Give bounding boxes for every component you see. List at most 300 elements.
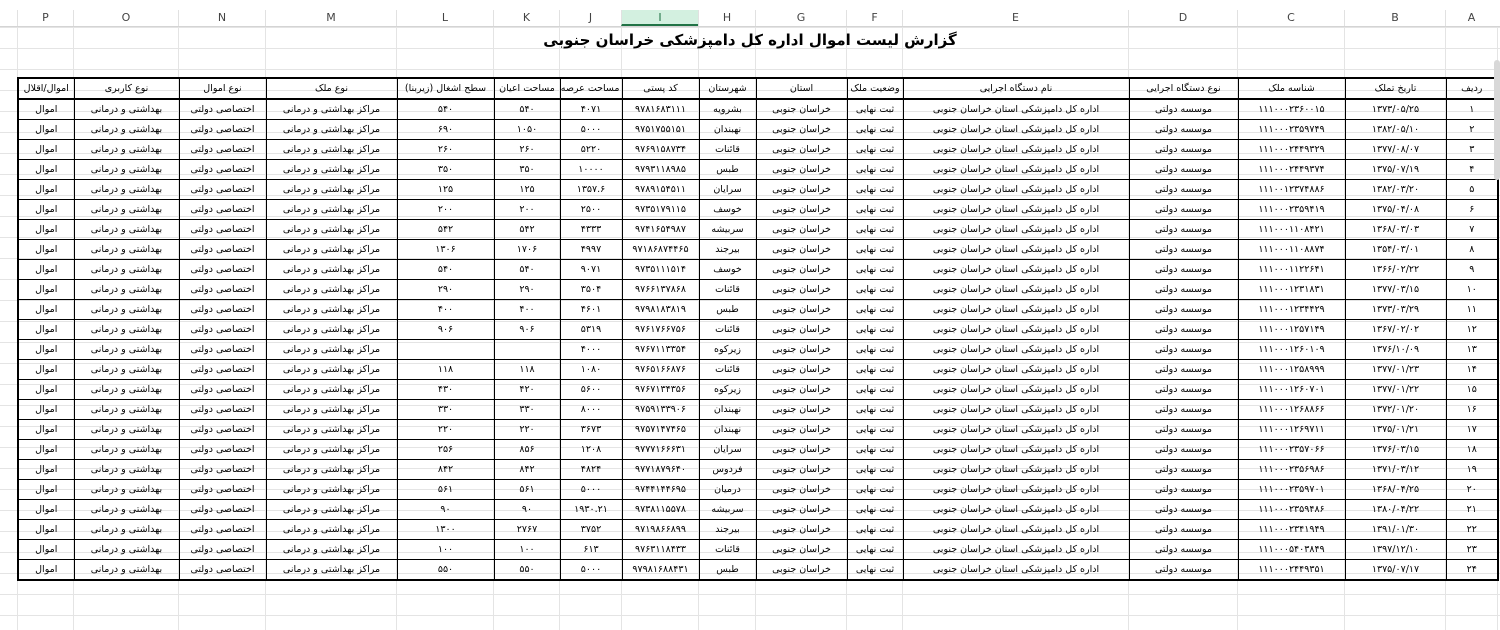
table-cell[interactable]: ۲۲ — [1446, 520, 1498, 540]
header-cell[interactable]: شهرستان — [699, 78, 756, 99]
table-cell[interactable]: خوسف — [699, 260, 756, 280]
table-cell[interactable]: زیرکوه — [699, 380, 756, 400]
table-cell[interactable]: بهداشتی و درمانی — [74, 340, 179, 360]
table-cell[interactable]: ۳۵۰ — [494, 160, 560, 180]
table-cell[interactable]: ۲۹۰ — [494, 280, 560, 300]
table-cell[interactable]: قائنات — [699, 360, 756, 380]
table-cell[interactable]: موسسه دولتی — [1129, 400, 1238, 420]
table-cell[interactable]: خراسان جنوبی — [756, 220, 847, 240]
header-cell[interactable]: سطح اشغال (زیربنا) — [397, 78, 494, 99]
table-cell[interactable]: اموال — [18, 340, 74, 360]
header-cell[interactable]: مساحت اعیان — [494, 78, 560, 99]
table-cell[interactable]: سربیشه — [699, 500, 756, 520]
table-cell[interactable]: خراسان جنوبی — [756, 120, 847, 140]
table-cell[interactable]: ۱۲۵ — [397, 180, 494, 200]
table-cell[interactable]: مراکز بهداشتی و درمانی — [266, 260, 397, 280]
table-cell[interactable]: خراسان جنوبی — [756, 260, 847, 280]
table-cell[interactable]: اداره کل دامپزشکی استان خراسان جنوبی — [903, 440, 1129, 460]
table-cell[interactable]: بهداشتی و درمانی — [74, 200, 179, 220]
table-cell[interactable]: ۲۰ — [1446, 480, 1498, 500]
table-cell[interactable]: ۳۵۰۴ — [560, 280, 622, 300]
column-header-b[interactable]: B — [1344, 10, 1445, 26]
table-cell[interactable]: ۳ — [1446, 140, 1498, 160]
table-cell[interactable]: ثبت نهایی — [847, 420, 903, 440]
table-cell[interactable]: ۵۵۰ — [494, 560, 560, 581]
table-cell[interactable]: اختصاصی دولتی — [179, 520, 266, 540]
table-cell[interactable]: بهداشتی و درمانی — [74, 160, 179, 180]
column-header-a[interactable]: A — [1445, 10, 1497, 26]
table-cell[interactable]: ۱۱۱۰۰۰۲۳۵۹۷۰۱ — [1238, 480, 1345, 500]
column-header-c[interactable]: C — [1237, 10, 1344, 26]
table-cell[interactable]: اموال — [18, 500, 74, 520]
table-cell[interactable]: ۳۷۵۲ — [560, 520, 622, 540]
table-cell[interactable]: اداره کل دامپزشکی استان خراسان جنوبی — [903, 140, 1129, 160]
table-cell[interactable]: زیرکوه — [699, 340, 756, 360]
table-cell[interactable]: ۱۳۶۷/۰۲/۰۲ — [1345, 320, 1446, 340]
table-cell[interactable]: ۵۲۲۰ — [560, 140, 622, 160]
table-cell[interactable]: خراسان جنوبی — [756, 500, 847, 520]
table-cell[interactable]: ۱۸ — [1446, 440, 1498, 460]
table-cell[interactable]: مراکز بهداشتی و درمانی — [266, 320, 397, 340]
table-cell[interactable]: اموال — [18, 540, 74, 560]
table-cell[interactable]: اداره کل دامپزشکی استان خراسان جنوبی — [903, 360, 1129, 380]
table-cell[interactable]: ثبت نهایی — [847, 99, 903, 120]
table-cell[interactable]: ۲۵۰۰ — [560, 200, 622, 220]
table-cell[interactable]: مراکز بهداشتی و درمانی — [266, 400, 397, 420]
table-cell[interactable]: موسسه دولتی — [1129, 240, 1238, 260]
table-cell[interactable]: اموال — [18, 440, 74, 460]
table-cell[interactable]: اموال — [18, 560, 74, 581]
table-cell[interactable]: ۹۷۶۹۱۵۸۷۳۴ — [622, 140, 699, 160]
table-cell[interactable]: اموال — [18, 360, 74, 380]
table-cell[interactable]: ۱۳۷۵/۰۴/۰۸ — [1345, 200, 1446, 220]
table-cell[interactable]: ۱۲۰۸ — [560, 440, 622, 460]
table-cell[interactable]: فردوس — [699, 460, 756, 480]
table-cell[interactable]: خراسان جنوبی — [756, 560, 847, 581]
table-cell[interactable]: ۹۷۹۸۱۶۸۸۴۳۱ — [622, 560, 699, 581]
table-cell[interactable]: اختصاصی دولتی — [179, 180, 266, 200]
header-cell[interactable]: نوع کاربری — [74, 78, 179, 99]
table-cell[interactable]: مراکز بهداشتی و درمانی — [266, 200, 397, 220]
table-cell[interactable]: ۱۱۱۰۰۰۱۲۳۴۴۲۹ — [1238, 300, 1345, 320]
table-cell[interactable]: ۲۶۰ — [494, 140, 560, 160]
table-cell[interactable]: بهداشتی و درمانی — [74, 480, 179, 500]
table-cell[interactable]: اموال — [18, 180, 74, 200]
table-cell[interactable]: بهداشتی و درمانی — [74, 500, 179, 520]
table-cell[interactable]: بهداشتی و درمانی — [74, 220, 179, 240]
table-cell[interactable]: اختصاصی دولتی — [179, 360, 266, 380]
table-cell[interactable]: ۱ — [1446, 99, 1498, 120]
table-cell[interactable]: ۱۱۱۰۰۰۲۴۴۹۳۵۱ — [1238, 560, 1345, 581]
table-cell[interactable]: ۱۱۱۰۰۰۲۳۴۱۹۴۹ — [1238, 520, 1345, 540]
table-cell[interactable]: ۴۲۰ — [494, 380, 560, 400]
table-cell[interactable]: ۱۱۱۰۰۰۲۴۴۹۳۲۹ — [1238, 140, 1345, 160]
table-cell[interactable]: ۲۴ — [1446, 560, 1498, 581]
table-cell[interactable]: ۱۳۷۵/۰۱/۲۱ — [1345, 420, 1446, 440]
table-cell[interactable]: بهداشتی و درمانی — [74, 540, 179, 560]
table-cell[interactable]: بهداشتی و درمانی — [74, 180, 179, 200]
table-cell[interactable]: بهداشتی و درمانی — [74, 380, 179, 400]
table-cell[interactable]: بهداشتی و درمانی — [74, 300, 179, 320]
table-cell[interactable]: خراسان جنوبی — [756, 340, 847, 360]
table-cell[interactable]: ۲۶۰ — [397, 140, 494, 160]
table-cell[interactable]: ثبت نهایی — [847, 560, 903, 581]
table-cell[interactable]: ۱۱۱۰۰۰۲۳۵۹۷۴۹ — [1238, 120, 1345, 140]
table-cell[interactable]: موسسه دولتی — [1129, 460, 1238, 480]
table-cell[interactable]: اموال — [18, 400, 74, 420]
table-cell[interactable]: ۱۱۱۰۰۰۲۳۵۶۹۸۶ — [1238, 460, 1345, 480]
table-cell[interactable]: اداره کل دامپزشکی استان خراسان جنوبی — [903, 180, 1129, 200]
table-cell[interactable]: مراکز بهداشتی و درمانی — [266, 99, 397, 120]
table-cell[interactable]: بهداشتی و درمانی — [74, 560, 179, 581]
table-cell[interactable]: طبس — [699, 560, 756, 581]
table-cell[interactable]: اداره کل دامپزشکی استان خراسان جنوبی — [903, 300, 1129, 320]
table-cell[interactable]: ثبت نهایی — [847, 500, 903, 520]
column-header-g[interactable]: G — [755, 10, 846, 26]
table-cell[interactable]: ۹۷۴۴۱۴۴۶۹۵ — [622, 480, 699, 500]
table-cell[interactable]: اختصاصی دولتی — [179, 99, 266, 120]
table-cell[interactable]: ۱۲۵ — [494, 180, 560, 200]
header-cell[interactable]: وضعیت ملک — [847, 78, 903, 99]
table-cell[interactable]: سرایان — [699, 440, 756, 460]
table-cell[interactable]: اختصاصی دولتی — [179, 160, 266, 180]
table-cell[interactable]: ۴۰۷۱ — [560, 99, 622, 120]
table-cell[interactable]: ۲۰۰ — [494, 200, 560, 220]
table-cell[interactable]: خراسان جنوبی — [756, 300, 847, 320]
table-cell[interactable]: اختصاصی دولتی — [179, 540, 266, 560]
table-cell[interactable]: ۲۲۰ — [494, 420, 560, 440]
table-cell[interactable]: ثبت نهایی — [847, 320, 903, 340]
table-cell[interactable]: ۱۱۱۰۰۰۵۴۰۳۸۴۹ — [1238, 540, 1345, 560]
table-cell[interactable]: موسسه دولتی — [1129, 160, 1238, 180]
table-cell[interactable]: ۱۳۶۸/۰۳/۰۳ — [1345, 220, 1446, 240]
table-cell[interactable]: بشرویه — [699, 99, 756, 120]
column-header-p[interactable]: P — [17, 10, 73, 26]
header-cell[interactable]: کد پستی — [622, 78, 699, 99]
table-cell[interactable]: ۵۰۰۰ — [560, 120, 622, 140]
table-cell[interactable]: اموال — [18, 200, 74, 220]
table-cell[interactable]: ۱۱۱۰۰۰۲۴۴۹۳۷۴ — [1238, 160, 1345, 180]
table-cell[interactable]: اداره کل دامپزشکی استان خراسان جنوبی — [903, 540, 1129, 560]
table-cell[interactable]: ۳۶۷۳ — [560, 420, 622, 440]
table-cell[interactable]: اداره کل دامپزشکی استان خراسان جنوبی — [903, 560, 1129, 581]
table-cell[interactable]: ۱۳۰۶ — [397, 240, 494, 260]
table-cell[interactable]: اداره کل دامپزشکی استان خراسان جنوبی — [903, 240, 1129, 260]
table-cell[interactable]: ۸۴۲ — [494, 460, 560, 480]
table-cell[interactable]: ۹۷۵۷۱۴۷۴۶۵ — [622, 420, 699, 440]
header-cell[interactable]: تاریخ تملک — [1345, 78, 1446, 99]
table-cell[interactable]: ۱۳ — [1446, 340, 1498, 360]
table-cell[interactable]: بهداشتی و درمانی — [74, 420, 179, 440]
table-cell[interactable]: اموال — [18, 120, 74, 140]
table-cell[interactable]: بهداشتی و درمانی — [74, 440, 179, 460]
table-cell[interactable]: ۱۳۷۱/۰۳/۱۲ — [1345, 460, 1446, 480]
table-cell[interactable]: اموال — [18, 280, 74, 300]
table-cell[interactable]: ۹۰۶ — [494, 320, 560, 340]
table-cell[interactable]: اموال — [18, 300, 74, 320]
table-cell[interactable]: ۹۷۸۹۱۵۴۵۱۱ — [622, 180, 699, 200]
table-cell[interactable]: ۴۰۰۰ — [560, 340, 622, 360]
table-cell[interactable]: مراکز بهداشتی و درمانی — [266, 560, 397, 581]
table-cell[interactable]: ۹۷۶۱۷۶۶۷۵۶ — [622, 320, 699, 340]
table-cell[interactable]: ۸۵۶ — [494, 440, 560, 460]
table-cell[interactable]: ۵۰۰۰ — [560, 480, 622, 500]
table-cell[interactable]: ۱۳۷۶/۰۳/۱۵ — [1345, 440, 1446, 460]
table-cell[interactable]: ثبت نهایی — [847, 380, 903, 400]
table-cell[interactable]: ۱۶ — [1446, 400, 1498, 420]
table-cell[interactable]: بهداشتی و درمانی — [74, 240, 179, 260]
table-cell[interactable]: ۲۱ — [1446, 500, 1498, 520]
table-cell[interactable]: ۱۱۱۰۰۰۱۲۶۸۸۶۶ — [1238, 400, 1345, 420]
table-cell[interactable]: ۴۰۰ — [397, 300, 494, 320]
table-cell[interactable]: ۹۷۳۵۱۱۱۵۱۴ — [622, 260, 699, 280]
column-header-e[interactable]: E — [902, 10, 1128, 26]
table-cell[interactable]: اختصاصی دولتی — [179, 440, 266, 460]
column-header-h[interactable]: H — [698, 10, 755, 26]
table-cell[interactable]: ۱۳۷۷/۰۸/۰۷ — [1345, 140, 1446, 160]
table-cell[interactable]: ثبت نهایی — [847, 480, 903, 500]
table-cell[interactable]: ۲ — [1446, 120, 1498, 140]
table-cell[interactable]: اختصاصی دولتی — [179, 140, 266, 160]
table-cell[interactable]: اختصاصی دولتی — [179, 220, 266, 240]
table-cell[interactable]: ثبت نهایی — [847, 260, 903, 280]
table-cell[interactable]: ۱۱۱۰۰۰۱۲۶۰۱۰۹ — [1238, 340, 1345, 360]
vertical-scrollbar[interactable] — [1494, 60, 1500, 180]
table-cell[interactable]: ۹۷۷۷۱۶۶۶۳۱ — [622, 440, 699, 460]
table-cell[interactable]: اختصاصی دولتی — [179, 340, 266, 360]
table-cell[interactable]: ۱۳۹۷/۱۲/۱۰ — [1345, 540, 1446, 560]
table-cell[interactable]: اموال — [18, 220, 74, 240]
table-cell[interactable]: نهبندان — [699, 400, 756, 420]
table-cell[interactable]: خراسان جنوبی — [756, 380, 847, 400]
column-header-n[interactable]: N — [178, 10, 265, 26]
table-cell[interactable]: ثبت نهایی — [847, 120, 903, 140]
table-cell[interactable]: ۹۷۷۱۸۷۹۶۴۰ — [622, 460, 699, 480]
table-cell[interactable]: ۱۱۱۰۰۰۱۱۲۲۶۴۱ — [1238, 260, 1345, 280]
table-cell[interactable]: مراکز بهداشتی و درمانی — [266, 540, 397, 560]
column-header-j[interactable]: J — [559, 10, 621, 26]
table-cell[interactable]: مراکز بهداشتی و درمانی — [266, 380, 397, 400]
table-cell[interactable]: اموال — [18, 380, 74, 400]
table-cell[interactable]: اداره کل دامپزشکی استان خراسان جنوبی — [903, 380, 1129, 400]
table-cell[interactable]: مراکز بهداشتی و درمانی — [266, 240, 397, 260]
table-cell[interactable]: ۱۱۱۰۰۰۲۳۵۹۴۸۶ — [1238, 500, 1345, 520]
table-cell[interactable]: اموال — [18, 160, 74, 180]
table-cell[interactable]: ۵۴۰ — [397, 99, 494, 120]
table-cell[interactable]: ۸ — [1446, 240, 1498, 260]
table-cell[interactable]: خراسان جنوبی — [756, 240, 847, 260]
table-cell[interactable]: ۱۳۷۵/۰۷/۱۷ — [1345, 560, 1446, 581]
table-cell[interactable]: ۱۲ — [1446, 320, 1498, 340]
table-cell[interactable]: ۱۱۱۰۰۰۱۱۰۸۴۲۱ — [1238, 220, 1345, 240]
table-cell[interactable]: قائنات — [699, 140, 756, 160]
table-cell[interactable]: موسسه دولتی — [1129, 220, 1238, 240]
table-cell[interactable]: ۱۳۸۲/۰۵/۱۰ — [1345, 120, 1446, 140]
table-cell[interactable]: اموال — [18, 480, 74, 500]
table-cell[interactable]: ۲۷۶۷ — [494, 520, 560, 540]
table-cell[interactable]: ۹۰ — [397, 500, 494, 520]
table-cell[interactable]: اداره کل دامپزشکی استان خراسان جنوبی — [903, 340, 1129, 360]
table-cell[interactable]: اموال — [18, 260, 74, 280]
table-cell[interactable]: ثبت نهایی — [847, 400, 903, 420]
table-cell[interactable]: بهداشتی و درمانی — [74, 520, 179, 540]
table-cell[interactable]: ۱۰۰ — [397, 540, 494, 560]
header-cell[interactable]: نوع ملک — [266, 78, 397, 99]
table-cell[interactable]: ۱۳۷۷/۰۳/۱۵ — [1345, 280, 1446, 300]
table-cell[interactable]: ۱۳۷۲/۰۱/۲۰ — [1345, 400, 1446, 420]
table-cell[interactable]: ۸۴۲ — [397, 460, 494, 480]
table-cell[interactable]: ۹۷۶۶۱۳۷۸۶۸ — [622, 280, 699, 300]
table-cell[interactable]: ۱۱۸ — [397, 360, 494, 380]
table-cell[interactable]: طبس — [699, 300, 756, 320]
table-cell[interactable]: ثبت نهایی — [847, 180, 903, 200]
table-cell[interactable]: موسسه دولتی — [1129, 520, 1238, 540]
table-cell[interactable]: اختصاصی دولتی — [179, 500, 266, 520]
table-cell[interactable]: ثبت نهایی — [847, 160, 903, 180]
table-cell[interactable]: اختصاصی دولتی — [179, 420, 266, 440]
header-cell[interactable]: استان — [756, 78, 847, 99]
table-cell[interactable]: بیرجند — [699, 520, 756, 540]
table-cell[interactable]: ۵۰۰۰ — [560, 560, 622, 581]
table-cell[interactable]: موسسه دولتی — [1129, 180, 1238, 200]
table-cell[interactable]: اداره کل دامپزشکی استان خراسان جنوبی — [903, 520, 1129, 540]
table-cell[interactable] — [397, 340, 494, 360]
table-cell[interactable]: اداره کل دامپزشکی استان خراسان جنوبی — [903, 260, 1129, 280]
table-cell[interactable]: ثبت نهایی — [847, 360, 903, 380]
table-cell[interactable]: خراسان جنوبی — [756, 460, 847, 480]
table-cell[interactable]: اختصاصی دولتی — [179, 260, 266, 280]
table-cell[interactable]: ۵۴۰ — [494, 260, 560, 280]
table-cell[interactable]: درمیان — [699, 480, 756, 500]
table-cell[interactable]: اداره کل دامپزشکی استان خراسان جنوبی — [903, 99, 1129, 120]
table-cell[interactable]: ۱۳۰۰ — [397, 520, 494, 540]
table-cell[interactable]: موسسه دولتی — [1129, 500, 1238, 520]
table-cell[interactable]: اداره کل دامپزشکی استان خراسان جنوبی — [903, 420, 1129, 440]
table-cell[interactable]: اختصاصی دولتی — [179, 320, 266, 340]
header-cell[interactable]: اموال/اقلال — [18, 78, 74, 99]
table-cell[interactable]: مراکز بهداشتی و درمانی — [266, 120, 397, 140]
table-cell[interactable]: ۱۳۷۵/۰۷/۱۹ — [1345, 160, 1446, 180]
table-cell[interactable]: ۱۳۸۲/۰۳/۲۰ — [1345, 180, 1446, 200]
table-cell[interactable]: ۵۴۰ — [494, 99, 560, 120]
table-cell[interactable]: اختصاصی دولتی — [179, 400, 266, 420]
table-cell[interactable]: اداره کل دامپزشکی استان خراسان جنوبی — [903, 160, 1129, 180]
table-cell[interactable]: قائنات — [699, 540, 756, 560]
table-cell[interactable]: اداره کل دامپزشکی استان خراسان جنوبی — [903, 480, 1129, 500]
table-cell[interactable]: ۲۵۶ — [397, 440, 494, 460]
table-cell[interactable]: اختصاصی دولتی — [179, 120, 266, 140]
table-cell[interactable]: ثبت نهایی — [847, 460, 903, 480]
table-cell[interactable]: ۱۳۷۷/۰۱/۲۲ — [1345, 380, 1446, 400]
table-cell[interactable]: ۱۱۸ — [494, 360, 560, 380]
table-cell[interactable]: اختصاصی دولتی — [179, 240, 266, 260]
table-cell[interactable]: خراسان جنوبی — [756, 440, 847, 460]
table-cell[interactable]: ۹۷۵۹۱۳۳۹۰۶ — [622, 400, 699, 420]
table-cell[interactable]: بهداشتی و درمانی — [74, 120, 179, 140]
table-cell[interactable]: ۱۳۵۴/۰۳/۰۱ — [1345, 240, 1446, 260]
table-cell[interactable]: ۴۰۰ — [494, 300, 560, 320]
table-cell[interactable]: بهداشتی و درمانی — [74, 99, 179, 120]
table-cell[interactable]: طبس — [699, 160, 756, 180]
table-cell[interactable] — [494, 340, 560, 360]
table-cell[interactable]: اداره کل دامپزشکی استان خراسان جنوبی — [903, 320, 1129, 340]
table-cell[interactable]: ۵۴۲ — [397, 220, 494, 240]
table-cell[interactable]: موسسه دولتی — [1129, 440, 1238, 460]
table-cell[interactable]: ۲۳ — [1446, 540, 1498, 560]
table-cell[interactable]: ۱۹ — [1446, 460, 1498, 480]
table-cell[interactable]: ۹۷۶۷۱۱۳۳۵۴ — [622, 340, 699, 360]
table-cell[interactable]: اموال — [18, 99, 74, 120]
table-cell[interactable]: موسسه دولتی — [1129, 200, 1238, 220]
table-cell[interactable]: موسسه دولتی — [1129, 340, 1238, 360]
table-cell[interactable]: ۹۰ — [494, 500, 560, 520]
column-header-f[interactable]: F — [846, 10, 902, 26]
table-cell[interactable]: اموال — [18, 240, 74, 260]
table-cell[interactable]: قائنات — [699, 280, 756, 300]
table-cell[interactable]: خراسان جنوبی — [756, 320, 847, 340]
table-cell[interactable]: ۹۷۹۸۱۸۳۸۱۹ — [622, 300, 699, 320]
table-cell[interactable]: اموال — [18, 140, 74, 160]
table-cell[interactable]: موسسه دولتی — [1129, 260, 1238, 280]
column-header-l[interactable]: L — [396, 10, 493, 26]
table-cell[interactable]: موسسه دولتی — [1129, 140, 1238, 160]
table-cell[interactable]: ۹۰۶ — [397, 320, 494, 340]
table-cell[interactable]: ۱۱۱۰۰۰۲۳۶۰۰۱۵ — [1238, 99, 1345, 120]
table-cell[interactable]: ۹۷۱۹۸۶۶۸۹۹ — [622, 520, 699, 540]
table-cell[interactable]: ۹۷۵۱۷۵۵۱۵۱ — [622, 120, 699, 140]
header-cell[interactable]: شناسه ملک — [1238, 78, 1345, 99]
table-cell[interactable]: بیرجند — [699, 240, 756, 260]
table-cell[interactable]: ۹۷۸۱۶۸۳۱۱۱ — [622, 99, 699, 120]
table-cell[interactable]: ۱۱۱۰۰۰۱۲۵۷۱۴۹ — [1238, 320, 1345, 340]
table-cell[interactable]: ۱۳۸۰/۰۴/۲۲ — [1345, 500, 1446, 520]
table-cell[interactable]: ثبت نهایی — [847, 340, 903, 360]
table-cell[interactable]: ثبت نهایی — [847, 440, 903, 460]
table-cell[interactable]: ۲۹۰ — [397, 280, 494, 300]
table-cell[interactable]: ۳۵۰ — [397, 160, 494, 180]
table-cell[interactable]: ۱۳۷۳/۰۵/۲۵ — [1345, 99, 1446, 120]
table-cell[interactable]: ۵۴۰ — [397, 260, 494, 280]
table-cell[interactable]: ۳۳۰ — [397, 400, 494, 420]
table-cell[interactable]: ۲۲۰ — [397, 420, 494, 440]
table-cell[interactable]: اداره کل دامپزشکی استان خراسان جنوبی — [903, 500, 1129, 520]
table-cell[interactable]: ۱۴ — [1446, 360, 1498, 380]
table-cell[interactable]: ۹۷۳۸۱۱۵۵۷۸ — [622, 500, 699, 520]
table-cell[interactable]: خراسان جنوبی — [756, 420, 847, 440]
table-cell[interactable]: ۹۷۱۸۶۸۷۴۴۶۵ — [622, 240, 699, 260]
table-cell[interactable]: اموال — [18, 460, 74, 480]
table-cell[interactable]: بهداشتی و درمانی — [74, 260, 179, 280]
column-header-m[interactable]: M — [265, 10, 396, 26]
table-cell[interactable]: ۳۳۰ — [494, 400, 560, 420]
table-cell[interactable]: خراسان جنوبی — [756, 540, 847, 560]
table-cell[interactable]: ۴ — [1446, 160, 1498, 180]
table-cell[interactable]: مراکز بهداشتی و درمانی — [266, 220, 397, 240]
table-cell[interactable]: ۵ — [1446, 180, 1498, 200]
table-cell[interactable]: اختصاصی دولتی — [179, 480, 266, 500]
table-cell[interactable]: ۱۰۵۰ — [494, 120, 560, 140]
table-cell[interactable]: اختصاصی دولتی — [179, 300, 266, 320]
table-cell[interactable]: مراکز بهداشتی و درمانی — [266, 280, 397, 300]
table-cell[interactable]: ۱۱ — [1446, 300, 1498, 320]
table-cell[interactable]: ۱۱۱۰۰۰۱۲۵۸۹۹۹ — [1238, 360, 1345, 380]
table-cell[interactable]: اختصاصی دولتی — [179, 280, 266, 300]
table-cell[interactable]: موسسه دولتی — [1129, 540, 1238, 560]
table-cell[interactable]: ۴۳۰ — [397, 380, 494, 400]
table-cell[interactable]: ۱۰۸۰ — [560, 360, 622, 380]
table-cell[interactable]: اختصاصی دولتی — [179, 460, 266, 480]
table-cell[interactable]: مراکز بهداشتی و درمانی — [266, 440, 397, 460]
